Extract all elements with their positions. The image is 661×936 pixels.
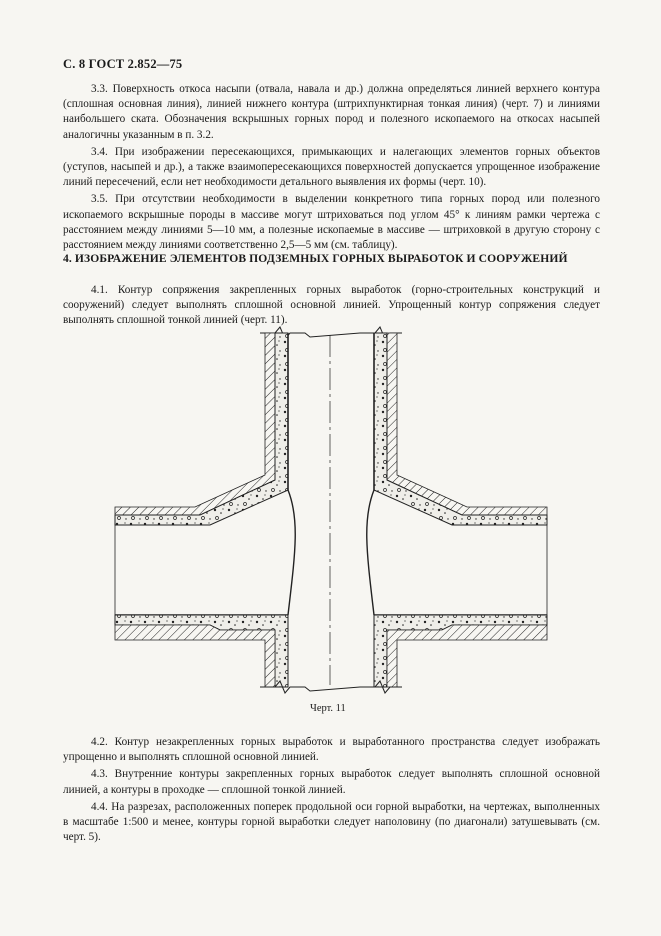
section-heading: 4. ИЗОБРАЖЕНИЕ ЭЛЕМЕНТОВ ПОДЗЕМНЫХ ГОРНЫХ ВЫРАБОТОК И СООРУЖЕНИЙ: [63, 252, 568, 265]
paragraph-4-1-block: [63, 283, 600, 331]
paragraph-3-5: 3.5. При отсутствии необходимости в выделении конкретного типа горных пород или полезного ископаемого вскрышные породы в массиве могут штриховаться под углом 45° к линиям рамки чертежа с расстоянием между линиями 5—10 мм, а полезные ископаемые в массиве — штриховкой в другую сторону с расстоянием между линиями соответственно 2,5—5 мм (см. таблицу).: [63, 193, 600, 252]
page-header: С. 8 ГОСТ 2.852—75: [63, 57, 183, 71]
paragraph-4-2: 4.2. Контур незакрепленных горных выработок и выработанного пространства следует изображать упрощенно и выполнять сплошной основной линией.: [63, 736, 600, 764]
shaft: [288, 333, 374, 685]
left-upper-lining: [115, 333, 288, 525]
paragraph-4-1: 4.1. Контур сопряжения закрепленных горных выработок (горно-строительных конструкций и сооружений) следует выполнять сплошной основной линией. Упрощенный контур сопряжения следует выполнять сплошной тонкой линией (черт. 11).: [63, 284, 600, 327]
paragraph-4-4: 4.4. На разрезах, расположенных поперек продольной оси горной выработки, на чертежах, выполненных в масштабе 1:500 и менее, контуры горной выработки следует наполовину (по диагонали) затушевывать (см. черт. 5).: [63, 800, 600, 844]
junction-drawing: [100, 325, 560, 695]
paragraph-3-4: 3.4. При изображении пересекающихся, примыкающих и налегающих элементов горных объектов (уступов, насыпей и др.), а также взаимопересекающихся поверхностей допускается упрощенное изображение линий пересечений, если нет необходимости детального выявления их формы (черт. 10).: [63, 145, 600, 189]
right-lower-lining: [374, 615, 547, 687]
right-upper-lining: [374, 333, 547, 525]
figure-caption: Черт. 11: [310, 703, 346, 714]
left-lower-lining: [115, 615, 288, 687]
top-text-block: [63, 82, 600, 255]
paragraph-3-3: 3.3. Поверхность откоса насыпи (отвала, навала и др.) должна определяться линией верхнего контура (сплошная основная линия), линией нижнего контура (штрихпунктирная тонкая линия) (черт. 7) и линиями наибольшего ската. Обозначения вскрышных горных пород и полезного ископаемого на откосах насыпей аналогичны указанным в п. 3.2.: [63, 83, 600, 141]
paragraph-4-3: 4.3. Внутренние контуры закрепленных горных выработок следует выполнять сплошной основной линией, а контуры в проходке — сплошной тонкой линией.: [63, 768, 600, 796]
bottom-text-block: [63, 735, 600, 847]
